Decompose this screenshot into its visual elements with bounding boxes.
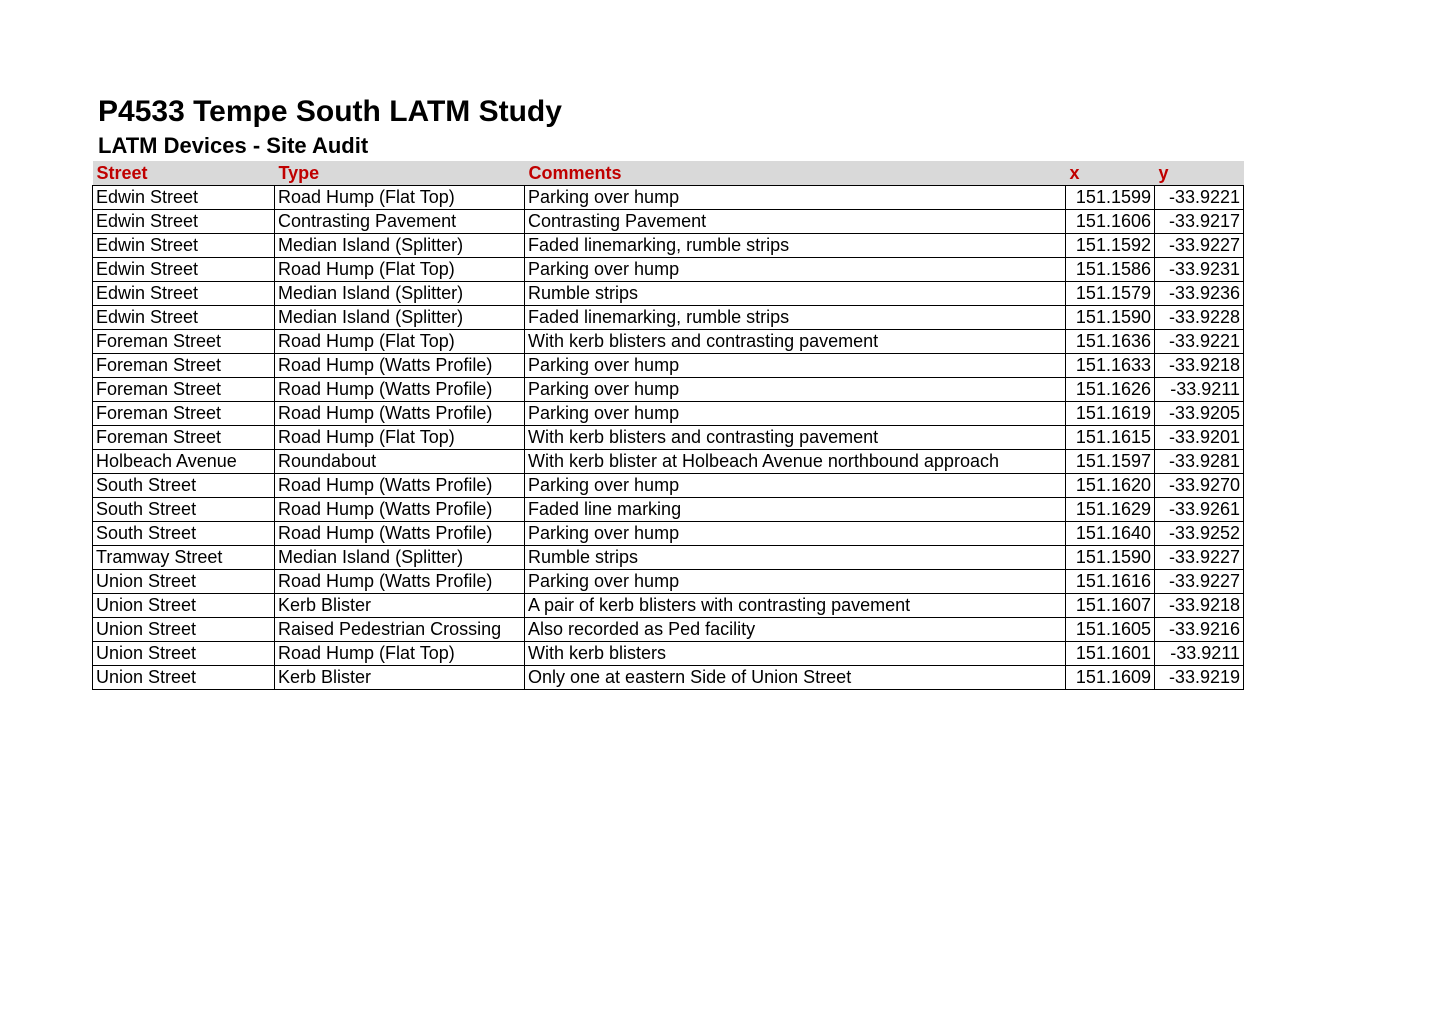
- cell-x: 151.1597: [1066, 450, 1155, 474]
- cell-comments: Parking over hump: [525, 570, 1066, 594]
- cell-x: 151.1579: [1066, 282, 1155, 306]
- cell-type: Road Hump (Watts Profile): [275, 570, 525, 594]
- cell-y: -33.9218: [1155, 354, 1244, 378]
- cell-street: Edwin Street: [93, 234, 275, 258]
- table-row: [93, 258, 1244, 282]
- table-row: [93, 354, 1244, 378]
- cell-street: Tramway Street: [93, 546, 275, 570]
- cell-x: 151.1620: [1066, 474, 1155, 498]
- cell-y: -33.9281: [1155, 450, 1244, 474]
- cell-street: South Street: [93, 522, 275, 546]
- column-header-type: Type: [275, 161, 525, 186]
- cell-x: 151.1640: [1066, 522, 1155, 546]
- cell-type: Road Hump (Flat Top): [275, 258, 525, 282]
- cell-y: -33.9227: [1155, 234, 1244, 258]
- table-row: [93, 594, 1244, 618]
- cell-y: -33.9231: [1155, 258, 1244, 282]
- cell-street: Union Street: [93, 594, 275, 618]
- cell-comments: Parking over hump: [525, 186, 1066, 210]
- cell-x: 151.1606: [1066, 210, 1155, 234]
- cell-type: Median Island (Splitter): [275, 234, 525, 258]
- cell-x: 151.1599: [1066, 186, 1155, 210]
- cell-x: 151.1609: [1066, 666, 1155, 690]
- cell-x: 151.1633: [1066, 354, 1155, 378]
- cell-comments: With kerb blisters: [525, 642, 1066, 666]
- cell-street: Union Street: [93, 618, 275, 642]
- cell-type: Road Hump (Watts Profile): [275, 474, 525, 498]
- cell-type: Median Island (Splitter): [275, 306, 525, 330]
- cell-street: Edwin Street: [93, 210, 275, 234]
- table-row: [93, 666, 1244, 690]
- table-row: [93, 402, 1244, 426]
- cell-y: -33.9205: [1155, 402, 1244, 426]
- cell-x: 151.1629: [1066, 498, 1155, 522]
- table-row: [93, 450, 1244, 474]
- cell-comments: Faded linemarking, rumble strips: [525, 234, 1066, 258]
- cell-comments: Rumble strips: [525, 546, 1066, 570]
- table-row: [93, 306, 1244, 330]
- cell-type: Road Hump (Flat Top): [275, 642, 525, 666]
- cell-street: Union Street: [93, 666, 275, 690]
- cell-y: -33.9216: [1155, 618, 1244, 642]
- cell-comments: Rumble strips: [525, 282, 1066, 306]
- table-row: [93, 186, 1244, 210]
- table-row: [93, 498, 1244, 522]
- cell-comments: Faded line marking: [525, 498, 1066, 522]
- column-header-y: y: [1155, 161, 1244, 186]
- cell-street: Edwin Street: [93, 186, 275, 210]
- cell-y: -33.9201: [1155, 426, 1244, 450]
- cell-x: 151.1636: [1066, 330, 1155, 354]
- cell-y: -33.9221: [1155, 330, 1244, 354]
- table-row: [93, 570, 1244, 594]
- table-row: [93, 282, 1244, 306]
- cell-y: -33.9236: [1155, 282, 1244, 306]
- cell-comments: Faded linemarking, rumble strips: [525, 306, 1066, 330]
- cell-type: Road Hump (Flat Top): [275, 330, 525, 354]
- column-header-x: x: [1066, 161, 1155, 186]
- site-audit-table: [92, 161, 1244, 690]
- cell-comments: A pair of kerb blisters with contrasting pavement: [525, 594, 1066, 618]
- cell-comments: Parking over hump: [525, 522, 1066, 546]
- table-row: [93, 546, 1244, 570]
- cell-y: -33.9219: [1155, 666, 1244, 690]
- cell-street: Union Street: [93, 570, 275, 594]
- cell-comments: With kerb blisters and contrasting pavement: [525, 426, 1066, 450]
- cell-type: Kerb Blister: [275, 594, 525, 618]
- cell-x: 151.1590: [1066, 546, 1155, 570]
- cell-type: Road Hump (Watts Profile): [275, 354, 525, 378]
- table-row: [93, 210, 1244, 234]
- cell-type: Raised Pedestrian Crossing: [275, 618, 525, 642]
- table-row: [93, 330, 1244, 354]
- cell-y: -33.9252: [1155, 522, 1244, 546]
- cell-comments: Also recorded as Ped facility: [525, 618, 1066, 642]
- cell-x: 151.1601: [1066, 642, 1155, 666]
- cell-type: Road Hump (Flat Top): [275, 426, 525, 450]
- cell-y: -33.9211: [1155, 642, 1244, 666]
- cell-street: Foreman Street: [93, 402, 275, 426]
- cell-street: Holbeach Avenue: [93, 450, 275, 474]
- cell-y: -33.9221: [1155, 186, 1244, 210]
- table-row: [93, 474, 1244, 498]
- cell-y: -33.9218: [1155, 594, 1244, 618]
- cell-y: -33.9227: [1155, 546, 1244, 570]
- cell-street: Union Street: [93, 642, 275, 666]
- cell-type: Road Hump (Flat Top): [275, 186, 525, 210]
- cell-x: 151.1615: [1066, 426, 1155, 450]
- cell-comments: Parking over hump: [525, 354, 1066, 378]
- cell-street: Edwin Street: [93, 306, 275, 330]
- cell-street: Foreman Street: [93, 378, 275, 402]
- cell-y: -33.9270: [1155, 474, 1244, 498]
- cell-street: Foreman Street: [93, 330, 275, 354]
- cell-x: 151.1616: [1066, 570, 1155, 594]
- cell-comments: Parking over hump: [525, 258, 1066, 282]
- cell-x: 151.1592: [1066, 234, 1155, 258]
- cell-comments: Parking over hump: [525, 378, 1066, 402]
- cell-y: -33.9227: [1155, 570, 1244, 594]
- cell-type: Kerb Blister: [275, 666, 525, 690]
- table-row: [93, 642, 1244, 666]
- table-row: [93, 378, 1244, 402]
- cell-x: 151.1619: [1066, 402, 1155, 426]
- cell-type: Roundabout: [275, 450, 525, 474]
- cell-street: Foreman Street: [93, 426, 275, 450]
- cell-street: Edwin Street: [93, 258, 275, 282]
- cell-type: Median Island (Splitter): [275, 282, 525, 306]
- table-row: [93, 234, 1244, 258]
- cell-comments: Only one at eastern Side of Union Street: [525, 666, 1066, 690]
- cell-type: Road Hump (Watts Profile): [275, 522, 525, 546]
- cell-type: Road Hump (Watts Profile): [275, 378, 525, 402]
- cell-type: Road Hump (Watts Profile): [275, 402, 525, 426]
- column-header-street: Street: [93, 161, 275, 186]
- cell-x: 151.1605: [1066, 618, 1155, 642]
- table-row: [93, 522, 1244, 546]
- cell-street: Foreman Street: [93, 354, 275, 378]
- table-body: [93, 186, 1244, 690]
- cell-street: South Street: [93, 498, 275, 522]
- document-title: P4533 Tempe South LATM Study: [98, 95, 562, 128]
- cell-street: South Street: [93, 474, 275, 498]
- table-row: [93, 426, 1244, 450]
- cell-y: -33.9211: [1155, 378, 1244, 402]
- table-header-row: [93, 161, 1244, 186]
- cell-comments: Parking over hump: [525, 402, 1066, 426]
- cell-y: -33.9228: [1155, 306, 1244, 330]
- cell-y: -33.9217: [1155, 210, 1244, 234]
- column-header-comments: Comments: [525, 161, 1066, 186]
- cell-comments: With kerb blisters and contrasting pavement: [525, 330, 1066, 354]
- cell-type: Road Hump (Watts Profile): [275, 498, 525, 522]
- cell-type: Contrasting Pavement: [275, 210, 525, 234]
- cell-comments: Contrasting Pavement: [525, 210, 1066, 234]
- cell-x: 151.1590: [1066, 306, 1155, 330]
- cell-comments: Parking over hump: [525, 474, 1066, 498]
- document-subtitle: LATM Devices - Site Audit: [98, 133, 369, 158]
- cell-comments: With kerb blister at Holbeach Avenue northbound approach: [525, 450, 1066, 474]
- table-row: [93, 618, 1244, 642]
- cell-x: 151.1607: [1066, 594, 1155, 618]
- cell-street: Edwin Street: [93, 282, 275, 306]
- cell-type: Median Island (Splitter): [275, 546, 525, 570]
- cell-x: 151.1626: [1066, 378, 1155, 402]
- cell-x: 151.1586: [1066, 258, 1155, 282]
- cell-y: -33.9261: [1155, 498, 1244, 522]
